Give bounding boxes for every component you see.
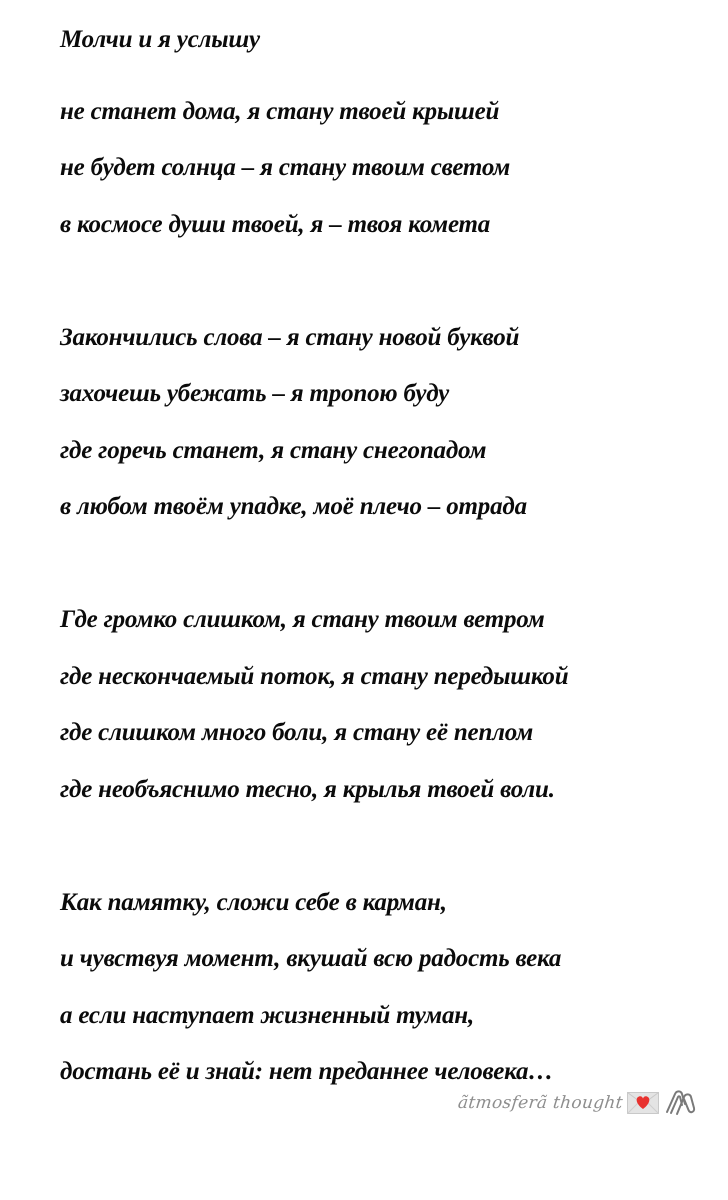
poem: [60, 0, 720, 1101]
stanza-1: [60, 27, 720, 253]
watermark: [458, 1088, 697, 1118]
stanza-2: [60, 310, 720, 536]
stanza-separator: [60, 818, 720, 875]
love-letter-icon: [627, 1092, 659, 1114]
poem-line: и чувствуя момент, вкушай всю радость века: [60, 945, 562, 972]
stanza-4: [60, 875, 720, 1101]
poem-line: Где громко слишком, я стану твоим ветром: [60, 606, 545, 633]
poem-line: Как памятку, сложи себе в карман,: [60, 888, 447, 916]
poem-line: где горечь станет, я стану снегопадом: [60, 436, 487, 464]
paperclip-icon: [663, 1088, 697, 1118]
poem-line: где необъяснимо тесно, я крылья твоей воли.: [60, 775, 555, 803]
poem-line: где нескончаемый поток, я стану передышкой: [60, 662, 569, 690]
poem-line: захочешь убежать – я тропою буду: [60, 380, 450, 407]
poem-line: Молчи и я услышу: [60, 26, 260, 53]
poem-line: не будет солнца – я стану твоим светом: [60, 154, 511, 181]
poem-line: в космосе души твоей, я – твоя комета: [60, 210, 491, 238]
stanza-3: [60, 592, 720, 818]
poem-line: Закончились слова – я стану новой буквой: [60, 323, 520, 351]
stanza-separator: [60, 253, 720, 310]
stanza-separator: [60, 536, 720, 593]
poem-line: достань её и знай: нет преданнее человека…: [60, 1058, 554, 1085]
poem-line: где слишком много боли, я стану её пеплом: [60, 719, 534, 746]
poem-line: не станет дома, я стану твоей крышей: [60, 97, 500, 125]
poem-line: а если наступает жизненный туман,: [60, 1001, 475, 1029]
watermark-text: ãtmosferã thought: [456, 1093, 624, 1113]
poem-line: в любом твоём упадке, моё плечо – отрада: [60, 493, 527, 520]
